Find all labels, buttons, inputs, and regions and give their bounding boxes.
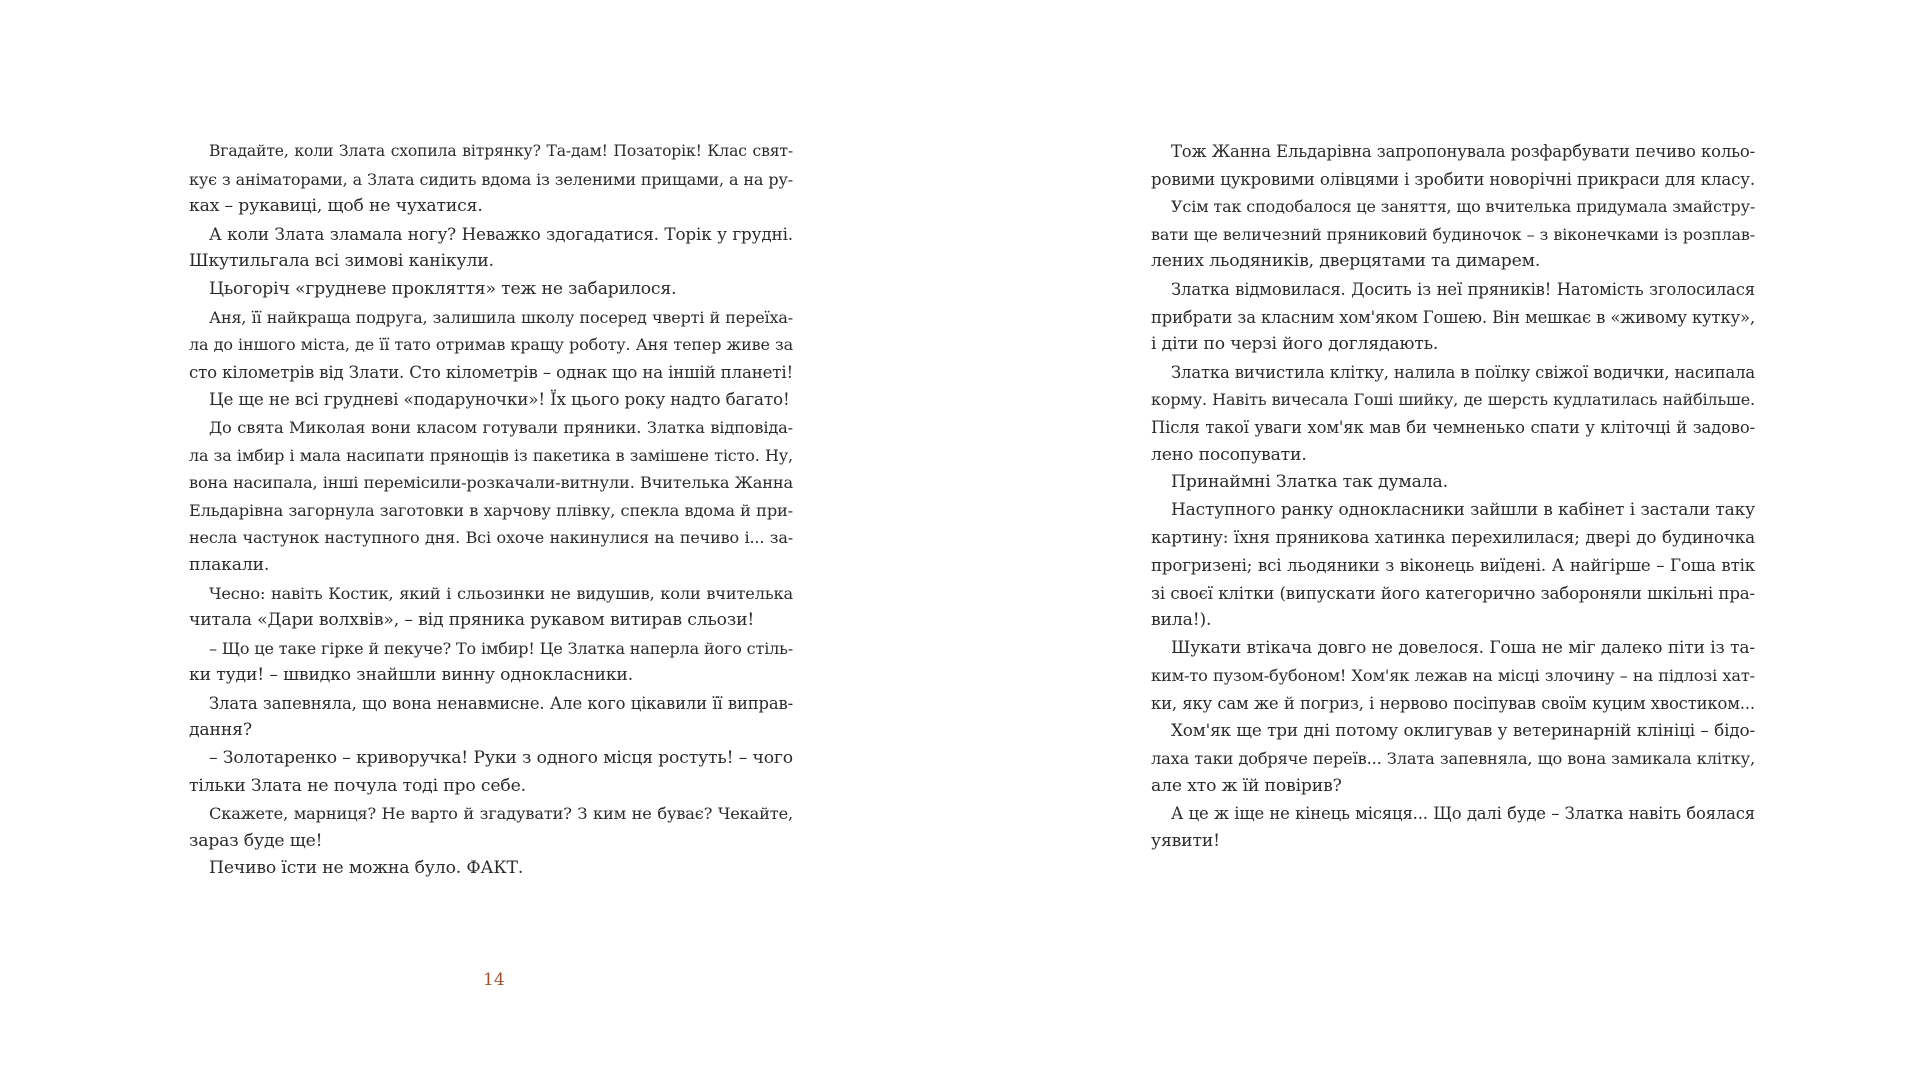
text-line: А коли Злата зламала ногу? Неважко здогадатися. Торік у грудні. (209, 223, 793, 244)
text-line: ки туди! – швидко знайшли винну однокласники. (189, 665, 634, 686)
text-line: вати ще величезний пряниковий будиночок – з віконечками із розплав- (1151, 224, 1755, 244)
text-line: зі своєї клітки (випускати його категорично забороняли шкільні пра- (1151, 583, 1755, 603)
text-line: прогризені; всі льодяники з віконець виїдені. А найгірше – Гоша втік (1151, 555, 1755, 575)
text-line: несла частунок наступного дня. Всі охоче накинулися на печиво і... за- (189, 528, 793, 548)
text-line: Златка відмовилася. Досить із неї пряників! Натомість зголосилася (1171, 279, 1755, 299)
text-line: Усім так сподобалося це заняття, що вчителька придумала змайстру- (1171, 197, 1756, 217)
text-line: ках – рукавиці, щоб не чухатися. (189, 196, 483, 217)
text-line: Златка вичистила клітку, налила в поїлку свіжої водички, насипала (1171, 362, 1755, 382)
text-line: ла до іншого міста, де її тато отримав кращу роботу. Аня тепер живе за (189, 335, 793, 355)
text-line: Це ще не всі грудневі «подаруночки»! Їх цього року надто багато! (209, 389, 790, 410)
text-line: корму. Навіть вичесала Гоші шийку, де шерсть кудлатилась найбільше. (1151, 390, 1755, 410)
text-line: Після такої уваги хом'як мав би чемненько спати у кліточці й задово- (1151, 417, 1755, 437)
text-line: картину: їхня пряникова хатинка перехилилася; двері до будиночка (1151, 527, 1755, 548)
text-line: ла за імбир і мала насипати прянощів із пакетика в замішене тісто. Ну, (189, 445, 793, 465)
text-line: Наступного ранку однокласники зайшли в кабінет і застали таку (1171, 499, 1755, 520)
text-line: До свята Миколая вони класом готували пряники. Златка відповіда- (209, 417, 793, 437)
text-line: Чесно: навіть Костик, який і сльозинки не видушив, коли вчителька (209, 583, 793, 603)
text-line: – Золотаренко – криворучка! Руки з одного місця ростуть! – чого (209, 748, 793, 769)
text-line: Тож Жанна Ельдарівна запропонувала розфарбувати печиво кольо- (1171, 142, 1755, 161)
text-line: читала «Дари волхвів», – від пряника рукавом витирав сльози! (189, 610, 755, 631)
text-line: Печиво їсти не можна було. ФАКТ. (209, 858, 524, 879)
left-page (189, 138, 793, 883)
text-line: Ельдарівна загорнула заготовки в харчову плівку, спекла вдома й при- (189, 500, 793, 520)
text-line: лено посопувати. (1151, 444, 1307, 465)
text-line: Вгадайте, коли Злата схопила вітрянку? Та-дам! Позаторік! Клас свят- (209, 142, 793, 160)
text-line: Цьогоріч «грудневе прокляття» теж не забарилося. (209, 278, 677, 299)
text-line: і діти по черзі його доглядають. (1151, 334, 1439, 355)
text-line: вона насипала, інші перемісили-розкачали-витнули. Вчителька Жанна (189, 473, 793, 493)
page-number: 14 (483, 970, 505, 990)
text-line: Принаймні Златка так думала. (1171, 472, 1448, 493)
text-line: сто кілометрів від Злати. Сто кілометрів – однак що на іншій планеті! (189, 362, 793, 382)
text-line: ровими цукровими олівцями і зробити новорічні прикраси для класу. (1151, 169, 1755, 189)
text-line: А це ж іще не кінець місяця... Що далі буде – Златка навіть боялася (1171, 804, 1755, 824)
text-line: уявити! (1151, 830, 1220, 851)
text-line: Шкутильгала всі зимові канікули. (189, 251, 494, 272)
text-line: ки, яку сам же й погриз, і нервово посіпував своїм куцим хвостиком... (1151, 693, 1755, 713)
text-line: прибрати за класним хом'яком Гошею. Він мешкає в «живому кутку», (1151, 307, 1755, 327)
text-line: Шукати втікача довго не довелося. Гоша не міг далеко піти із та- (1171, 637, 1755, 658)
text-line: вила!). (1151, 610, 1212, 631)
text-line: але хто ж їй повірив? (1151, 775, 1342, 796)
text-line: зараз буде ще! (189, 830, 323, 851)
text-line: кує з аніматорами, а Злата сидить вдома із зеленими прищами, а на ру- (189, 169, 793, 189)
right-page (1151, 138, 1755, 855)
text-line: Скажете, марниця? Не варто й згадувати? З ким не буває? Чекайте, (209, 804, 793, 824)
text-line: плакали. (189, 554, 270, 575)
text-line: тільки Злата не почула тоді про себе. (189, 775, 526, 796)
text-line: Хом'як ще три дні потому оклигував у ветеринарній клініці – бідо- (1171, 720, 1755, 741)
text-line: лаха таки добряче переїв... Злата запевняла, що вона замикала клітку, (1151, 749, 1755, 769)
text-line: – Що це таке гірке й пекуче? То імбир! Це Златка наперла його стіль- (209, 638, 793, 658)
text-line: лених льодяників, дверцятами та димарем. (1151, 251, 1541, 272)
text-line: дання? (189, 720, 252, 741)
text-line: Злата запевняла, що вона ненавмисне. Але кого цікавили її виправ- (209, 693, 793, 713)
text-line: ким-то пузом-бубоном! Хом'як лежав на місці злочину – на підлозі хат- (1151, 666, 1755, 686)
text-line: Аня, її найкраща подруга, залишила школу посеред чверті й переїха- (209, 307, 793, 327)
